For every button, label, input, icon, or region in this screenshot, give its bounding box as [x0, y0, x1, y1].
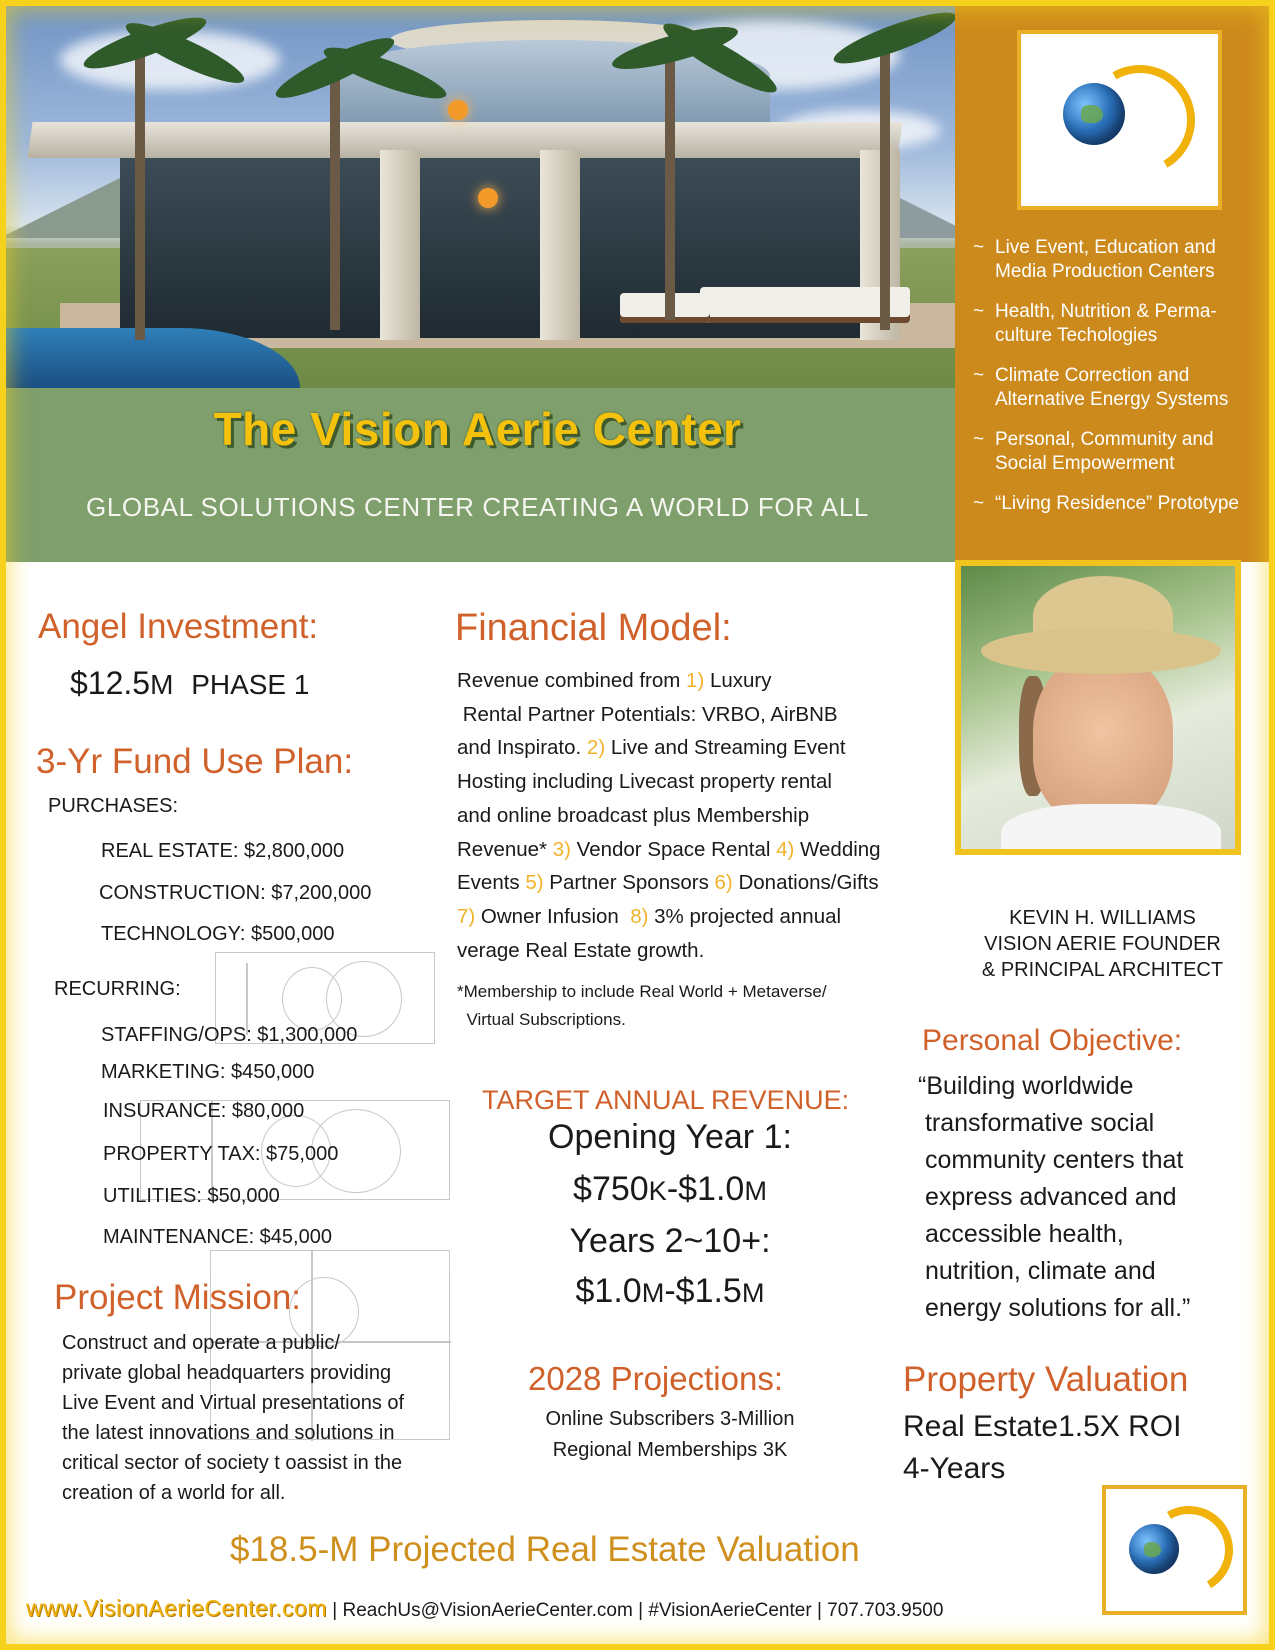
- projections-heading: 2028 Projections:: [528, 1360, 783, 1397]
- financial-text-segment: Donations/Gifts: [732, 871, 879, 895]
- financial-text-segment: Revenue*: [457, 837, 553, 861]
- founder-photo: [955, 560, 1241, 855]
- financial-model-line: [457, 698, 881, 732]
- fund-line-item: UTILITIES: $50,000: [103, 1185, 280, 1207]
- revenue-number: 4): [776, 837, 795, 861]
- financial-model-line: [457, 866, 881, 900]
- financial-model-line: [457, 664, 881, 698]
- financial-text-segment: Owner Infusion: [475, 904, 631, 928]
- financial-text-segment: Vendor Space Rental: [570, 837, 777, 861]
- footer-contact-details: | ReachUs@VisionAerieCenter.com | #VisionAerieCenter | 707.703.9500: [326, 1600, 944, 1621]
- financial-text-segment: 3% projected annual: [648, 904, 842, 928]
- revenue-number: 6): [714, 871, 733, 895]
- property-valuation-heading: Property Valuation: [903, 1360, 1189, 1399]
- feature-item: ~ Health, Nutrition & Perma- culture Techologies: [973, 301, 1217, 346]
- personal-objective-heading: Personal Objective:: [922, 1024, 1183, 1057]
- purchases-label: PURCHASES:: [48, 795, 179, 817]
- revenue-number: 8): [630, 904, 649, 928]
- revenue-number: 2): [586, 736, 606, 760]
- angel-investment-amount: $12.5M PHASE 1: [70, 665, 310, 701]
- membership-footnote: *Membership to include Real World + Metaverse/ Virtual Subscriptions.: [457, 982, 827, 1029]
- financial-text-segment: Luxury: [704, 669, 772, 692]
- financial-model-heading: Financial Model:: [455, 607, 732, 649]
- founder-caption: KEVIN H. WILLIAMS VISION AERIE FOUNDER & PRINCIPAL ARCHITECT: [981, 907, 1224, 981]
- revenue-number: 7): [457, 904, 476, 928]
- fund-line-item: STAFFING/OPS: $1,300,000: [101, 1024, 358, 1046]
- fund-line-item: TECHNOLOGY: $500,000: [101, 923, 335, 945]
- target-year1-label: Opening Year 1:: [548, 1118, 792, 1156]
- recurring-label: RECURRING:: [54, 978, 181, 1000]
- financial-model-line: [457, 900, 881, 934]
- vision-aerie-logo-icon: [1115, 1500, 1235, 1600]
- valuation-roi: Real Estate1.5X ROI: [903, 1410, 1182, 1443]
- feature-item: ~ Climate Correction and Alternative Energy Systems: [973, 365, 1229, 410]
- financial-text-segment: Events: [457, 871, 526, 895]
- target-years-label: Years 2~10+:: [569, 1222, 771, 1260]
- revenue-number: 5): [525, 871, 544, 895]
- features-panel: [955, 0, 1275, 562]
- financial-model-line: [457, 833, 881, 867]
- financial-text-segment: verage Real Estate growth.: [457, 938, 705, 962]
- feature-item: ~ Live Event, Education and Media Production Centers: [973, 237, 1216, 282]
- angel-investment-heading: Angel Investment:: [38, 607, 319, 646]
- personal-objective-quote: “Building worldwide transformative social community centers that express advanced and accessible health, nutrition, climate and energy solutions for all.”: [918, 1072, 1191, 1322]
- fund-line-item: REAL ESTATE: $2,800,000: [101, 840, 345, 862]
- financial-model-line: [457, 799, 881, 833]
- project-mission-text: Construct and operate a public/ private global headquarters providing Live Event and Virtual presentations of the latest innovations and solutions in critical sector of society t oassist in the creation of a world for all.: [62, 1332, 405, 1504]
- fund-line-item: CONSTRUCTION: $7,200,000: [99, 882, 372, 904]
- fund-line-item: PROPERTY TAX: $75,000: [103, 1143, 339, 1165]
- target-revenue-heading: TARGET ANNUAL REVENUE:: [482, 1085, 850, 1115]
- financial-model-line: [457, 765, 881, 799]
- page-subtitle: GLOBAL SOLUTIONS CENTER CREATING A WORLD FOR ALL: [86, 492, 869, 522]
- financial-model-text: [457, 664, 881, 967]
- website-link[interactable]: www.VisionAerieCenter.com: [26, 1595, 327, 1621]
- fund-use-plan-heading: 3-Yr Fund Use Plan:: [36, 742, 354, 781]
- logo-box: [1017, 30, 1222, 210]
- feature-item: ~ Personal, Community and Social Empowerment: [973, 429, 1214, 474]
- feature-list: [973, 236, 1269, 532]
- financial-text-segment: and online broadcast plus Membership: [457, 803, 810, 827]
- financial-text-segment: and Inspirato.: [457, 736, 587, 760]
- page-title: The Vision Aerie Center: [213, 403, 742, 455]
- financial-text-segment: Rental Partner Potentials: VRBO, AirBNB: [457, 702, 838, 726]
- fund-line-item: INSURANCE: $80,000: [103, 1100, 305, 1122]
- project-mission-heading: Project Mission:: [54, 1278, 302, 1317]
- financial-text-segment: Partner Sponsors: [543, 871, 715, 895]
- financial-text-segment: Hosting including Livecast property rental: [457, 770, 832, 794]
- financial-text-segment: Live and Streaming Event: [605, 736, 846, 760]
- financial-text-segment: Wedding: [794, 837, 881, 861]
- hero-banner: [0, 0, 955, 562]
- revenue-number: 1): [686, 669, 705, 692]
- financial-model-line: [457, 934, 881, 968]
- financial-text-segment: Revenue combined from: [457, 669, 687, 692]
- feature-item: ~ “Living Residence” Prototype: [973, 493, 1239, 514]
- projected-valuation-text: $18.5-M Projected Real Estate Valuation: [230, 1530, 860, 1569]
- fund-line-item: MARKETING: $450,000: [101, 1061, 315, 1083]
- financial-model-line: [457, 731, 881, 765]
- target-years-range: $1.0M-$1.5M: [575, 1272, 765, 1310]
- revenue-number: 3): [552, 837, 571, 861]
- footer-contact: [26, 1595, 943, 1622]
- bottom-logo-box: [1102, 1485, 1247, 1615]
- vision-aerie-logo-icon: [1045, 55, 1195, 185]
- valuation-term: 4-Years: [903, 1452, 1006, 1485]
- projections-text: Online Subscribers 3-Million Regional Memberships 3K: [545, 1408, 795, 1461]
- building-rendering-image: [0, 0, 955, 388]
- fund-line-item: MAINTENANCE: $45,000: [103, 1226, 332, 1248]
- target-year1-range: $750K-$1.0M: [573, 1170, 767, 1208]
